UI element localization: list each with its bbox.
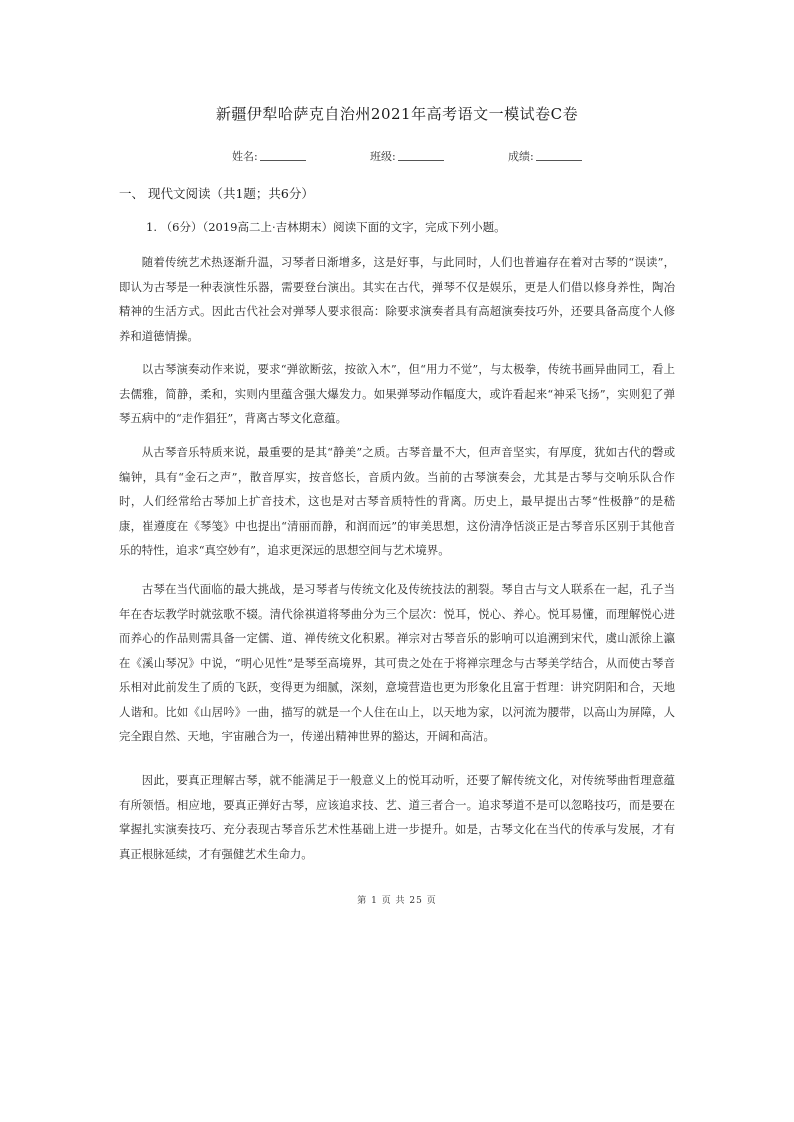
name-blank[interactable] [260, 150, 306, 161]
page-footer: 第 1 页 共 25 页 [357, 896, 437, 906]
class-blank[interactable] [398, 150, 444, 161]
passage-paragraph-2: 以古琴演奏动作来说，要求“弹欲断弦，按欲入木”，但“用力不觉”，与太极拳，传统书画异曲同工，看上去儒雅，简静，柔和，实则内里蕴含强大爆发力。如果弹琴动作幅度大，或许看起来“神采飞扬”，实则犯了弹琴五病中的“走作猖狂”，背离古琴文化意蕴。 [119, 362, 675, 425]
passage-paragraph-3: 从古琴音乐特质来说，最重要的是其“静美”之质。古琴音量不大，但声音坚实，有厚度，犹如古代的磬或编钟，具有“金石之声”，散音厚实，按音悠长，音质内敛。当前的古琴演奏会，尤其是古琴与交响乐队合作时，人们经常给古琴加上扩音技术，这也是对古琴音质特性的背离。历史上，最早提出古琴“性极静”的是嵇康，崔遵度在《琴笺》中也提出“清丽而静，和润而远”的审美思想，这份清净恬淡正是古琴音乐区别于其他音乐的特性，追求“真空妙有”，追求更深远的思想空间与艺术境界。 [119, 445, 675, 557]
question-stem: 1. （6分）（2019高二上·吉林期末）阅读下面的文字，完成下列小题。 [146, 220, 506, 234]
score-label: 成绩: [508, 150, 534, 163]
class-label: 班级: [370, 150, 396, 163]
name-field[interactable] [232, 148, 306, 164]
name-label: 姓名: [232, 150, 258, 163]
document-title: 新疆伊犁哈萨克自治州2021年高考语文一模试卷C卷 [215, 105, 579, 123]
passage-paragraph-5: 因此，要真正理解古琴，就不能满足于一般意义上的悦耳动听，还要了解传统文化，对传统琴曲哲理意蕴有所领悟。相应地，要真正弹好古琴，应该追求技、艺、道三者合一。追求琴道不是可以忽略技巧，而是要在掌握扎实演奏技巧、充分表现古琴音乐艺术性基础上进一步提升。如是，古琴文化在当代的传承与发展，才有真正根脉延续，才有强健艺术生命力。 [119, 773, 675, 861]
score-blank[interactable] [536, 150, 582, 161]
passage-paragraph-1: 随着传统艺术热逐渐升温，习琴者日渐增多，这是好事，与此同时，人们也普遍存在着对古琴的“误读”，即认为古琴是一种表演性乐器，需要登台演出。其实在古代，弹琴不仅是娱乐，更是人们借以修身养性，陶冶精神的生活方式。因此古代社会对弹琴人要求很高：除要求演奏者具有高超演奏技巧外，还要具备高度个人修养和道德情操。 [119, 255, 675, 343]
section-heading: 一、 现代文阅读（共1题；共6分） [119, 186, 314, 201]
score-field[interactable] [508, 148, 582, 164]
passage-paragraph-4: 古琴在当代面临的最大挑战，是习琴者与传统文化及传统技法的割裂。琴自古与文人联系在一起，孔子当年在杏坛教学时就弦歌不辍。清代徐祺道将琴曲分为三个层次：悦耳，悦心、养心。悦耳易懂，而理解悦心进而养心的作品则需具备一定儒、道、禅传统文化积累。禅宗对古琴音乐的影响可以追溯到宋代，虞山派徐上瀛在《溪山琴况》中说，“明心见性”是琴至高境界，其可贵之处在于将禅宗理念与古琴美学结合，从而使古琴音乐相对此前发生了质的飞跃，变得更为细腻，深刻，意境营造也更为形象化且富于哲理：讲究阴阳和合，天地人谐和。比如《山居吟》一曲，描写的就是一个人住在山上，以天地为家，以河流为腰带，以高山为屏障，人完全跟自然、天地，宇宙融合为一，传递出精神世界的豁达，开阔和高洁。 [119, 582, 675, 743]
class-field[interactable] [370, 148, 444, 164]
